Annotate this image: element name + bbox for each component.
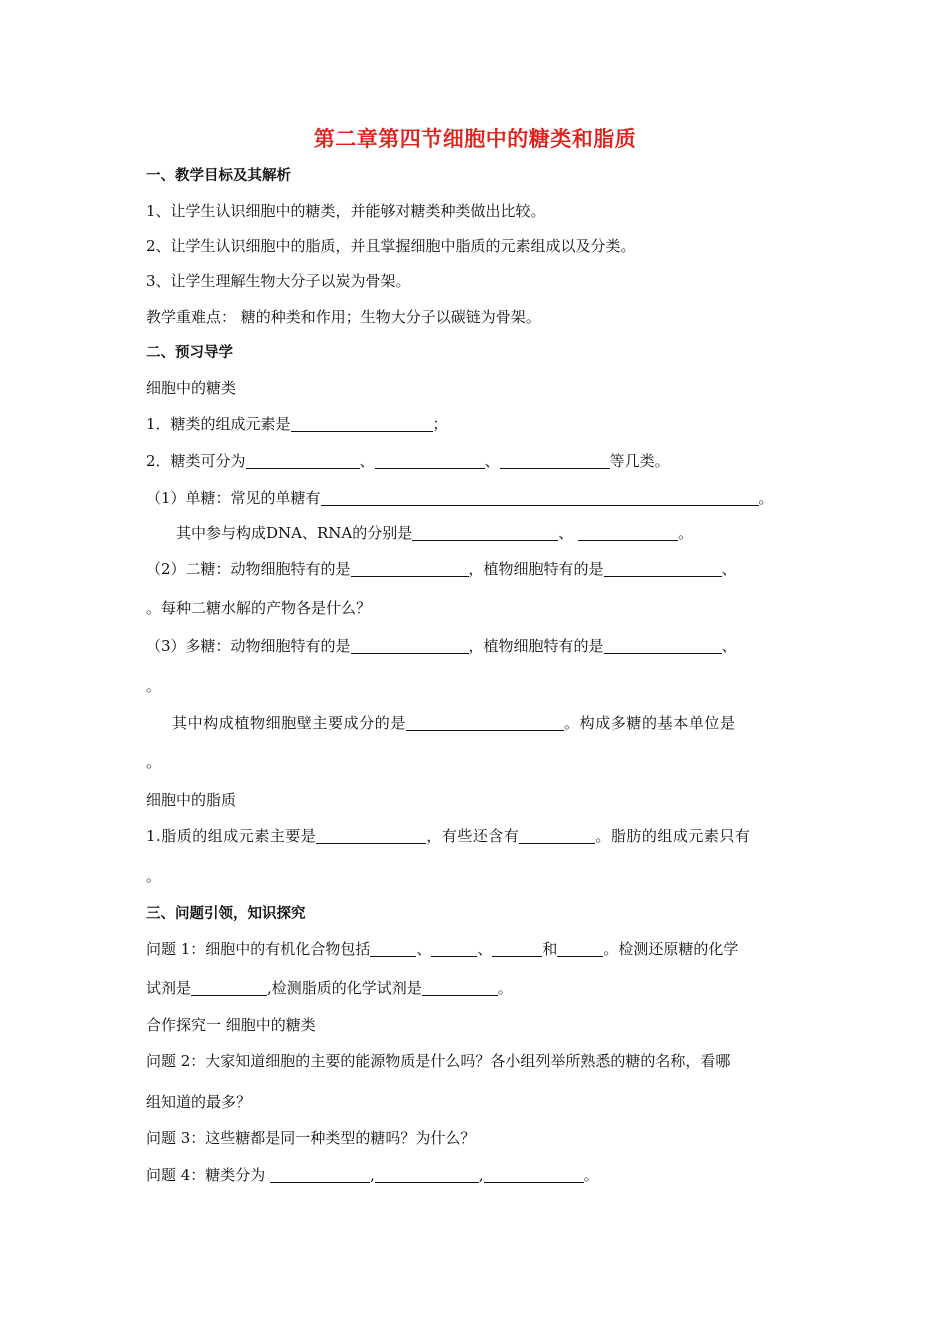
answer-blank[interactable] [406,714,564,731]
answer-blank[interactable] [291,415,433,432]
objective-1: 1、让学生认识细胞中的糖类，并能够对糖类种类做出比较。 [146,202,546,220]
problem-1: 问题 1：细胞中的有机化合物包括 、 、 和 。检测还原糖的化学 [146,940,739,958]
polysaccharides-continued: 。 [146,677,162,695]
section-1-heading: 一、教学目标及其解析 [146,168,291,184]
answer-blank[interactable] [557,940,603,957]
answer-blank[interactable] [321,489,759,506]
question-disaccharides: （2）二糖：动物细胞特有的是 ，植物细胞特有的是 、 [146,560,737,578]
answer-blank[interactable] [519,827,595,844]
problem-4: 问题 4：糖类分为 , , 。 [146,1166,599,1184]
question-monosaccharides: （1）单糖：常见的单糖有 。 [146,489,774,507]
section-2-heading: 二、预习导学 [146,345,233,361]
cell-wall-continued: 。 [146,753,162,771]
answer-blank[interactable] [412,524,558,541]
problem-1-continued: 试剂是 ,检测脂质的化学试剂是 。 [146,979,513,997]
answer-blank[interactable] [604,637,722,654]
question-sugar-elements: 1．糖类的组成元素是 ； [146,415,448,433]
objective-2: 2、让学生认识细胞中的脂质，并且掌握细胞中脂质的元素组成以及分类。 [146,237,636,255]
answer-blank[interactable] [422,979,498,996]
question-lipid-elements: 1.脂质的组成元素主要是 ，有些还含有 。脂肪的组成元素只有 [146,827,751,845]
answer-blank[interactable] [375,452,485,469]
answer-blank[interactable] [375,1166,479,1183]
question-sugar-categories: 2．糖类可分为 、 、 等几类。 [146,452,670,470]
answer-blank[interactable] [316,827,426,844]
question-polysaccharides: （3）多糖：动物细胞特有的是 ，植物细胞特有的是 、 [146,637,737,655]
section-3-heading: 三、问题引领，知识探究 [146,906,306,922]
answer-blank[interactable] [246,452,360,469]
answer-blank[interactable] [484,1166,584,1183]
problem-2-continued: 组知道的最多？ [146,1093,252,1111]
question-cell-wall: 其中构成植物细胞壁主要成分的是 。构成多糖的基本单位是 [172,714,736,732]
answer-blank[interactable] [270,1166,370,1183]
answer-blank[interactable] [500,452,610,469]
answer-blank[interactable] [351,560,469,577]
key-points: 教学重难点： 糖的种类和作用；生物大分子以碳链为骨架。 [146,308,541,326]
sugar-subheading: 细胞中的糖类 [146,379,237,397]
answer-blank[interactable] [191,979,267,996]
question-dna-rna-sugars: 其中参与构成DNA、RNA的分别是 、 。 [176,524,694,542]
answer-blank[interactable] [370,940,416,957]
answer-blank[interactable] [492,940,542,957]
lipid-subheading: 细胞中的脂质 [146,791,237,809]
answer-blank[interactable] [351,637,469,654]
problem-3: 问题 3：这些糖都是同一种类型的糖吗？为什么？ [146,1129,476,1147]
objective-3: 3、让学生理解生物大分子以炭为骨架。 [146,272,411,290]
page-title: 第二章第四节细胞中的糖类和脂质 [313,127,637,151]
disaccharides-continued: 。每种二糖水解的产物各是什么？ [146,599,372,617]
problem-2: 问题 2：大家知道细胞的主要的能源物质是什么吗？各小组列举所熟悉的糖的名称，看哪 [146,1052,731,1070]
answer-blank[interactable] [431,940,477,957]
lipid-continued: 。 [146,867,162,885]
answer-blank[interactable] [578,524,678,541]
answer-blank[interactable] [604,560,722,577]
cooperative-inquiry-heading: 合作探究一 细胞中的糖类 [146,1016,316,1034]
